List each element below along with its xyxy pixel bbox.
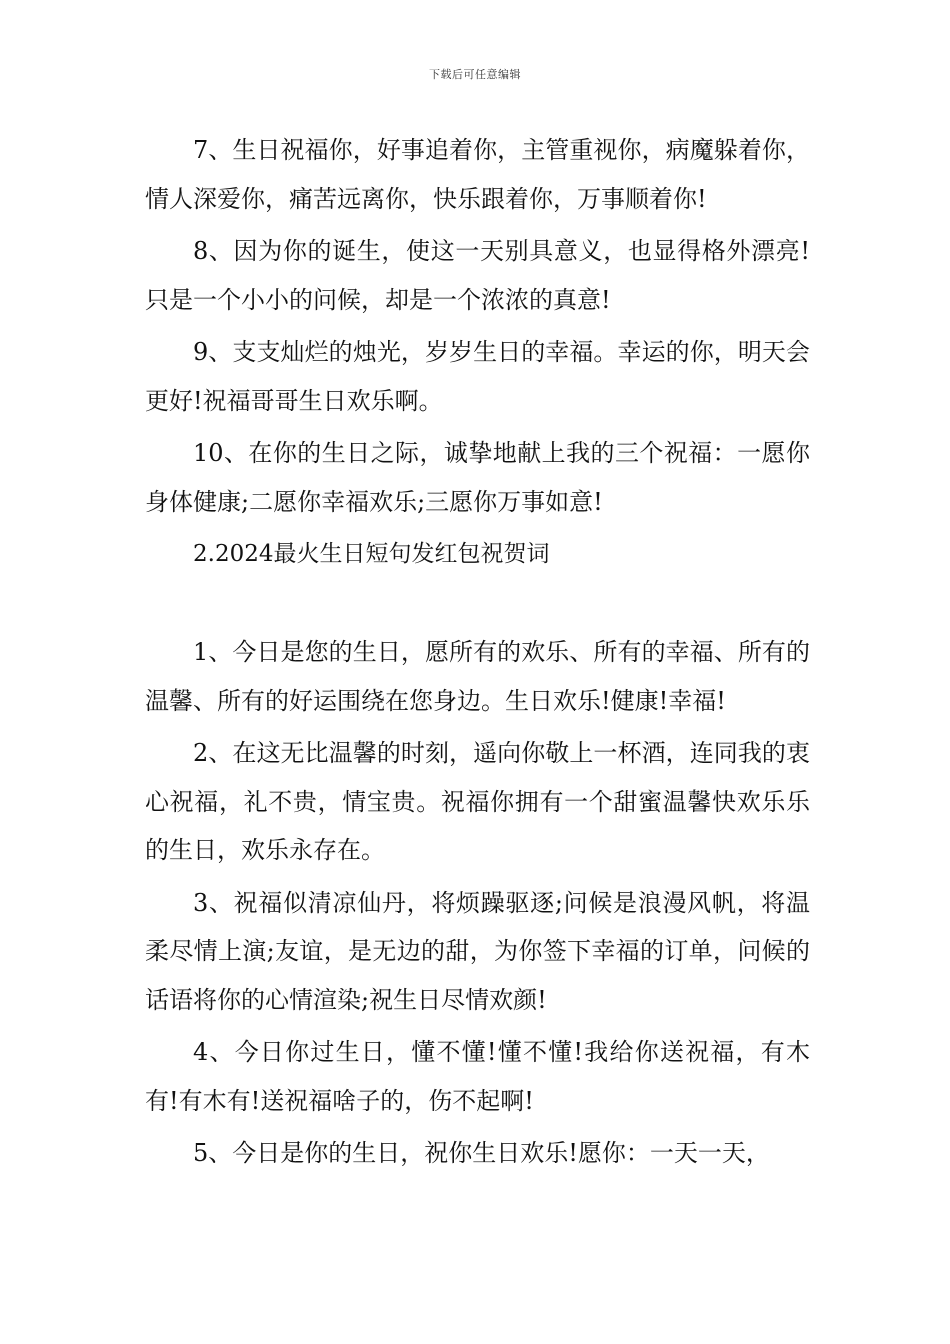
page-header: 下载后可任意编辑: [429, 68, 521, 81]
paragraph-4: 4、今日你过生日，懂不懂!懂不懂!我给你送祝福，有木有!有木有!送祝福啥子的，伤不起啊!: [145, 1038, 810, 1115]
paragraph-3: 3、祝福似清凉仙丹，将烦躁驱逐;问候是浪漫风帆，将温柔尽情上演;友谊，是无边的甜，为你签下幸福的订单，问候的话语将你的心情渲染;祝生日尽情欢颜!: [145, 888, 810, 1014]
paragraph-7: 7、生日祝福你，好事追着你，主管重视你，病魔躲着你，情人深爱你，痛苦远离你，快乐跟着你，万事顺着你!: [145, 136, 810, 213]
paragraph-10: 10、在你的生日之际，诚挚地献上我的三个祝福：一愿你身体健康;二愿你幸福欢乐;三愿你万事如意!: [145, 439, 810, 516]
paragraph-9: 9、支支灿烂的烛光，岁岁生日的幸福。幸运的你，明天会更好!祝福哥哥生日欢乐啊。: [145, 338, 810, 415]
paragraph-5: 5、今日是你的生日，祝你生日欢乐!愿你：一天一天，: [193, 1139, 770, 1167]
document-body: [145, 126, 810, 1182]
paragraph-8: 8、因为你的诞生，使这一天别具意义，也显得格外漂亮!只是一个小小的问候，却是一个浓浓的真意!: [145, 237, 810, 314]
section-heading: 2.2024最火生日短句发红包祝贺词: [193, 541, 550, 567]
paragraph-2: 2、在这无比温馨的时刻，遥向你敬上一杯酒，连同我的衷心祝福，礼不贵，情宝贵。祝福你拥有一个甜蜜温馨快欢乐乐的生日，欢乐永存在。: [145, 739, 810, 864]
paragraph-1: 1、今日是您的生日，愿所有的欢乐、所有的幸福、所有的温馨、所有的好运围绕在您身边。生日欢乐!健康!幸福!: [145, 638, 810, 715]
